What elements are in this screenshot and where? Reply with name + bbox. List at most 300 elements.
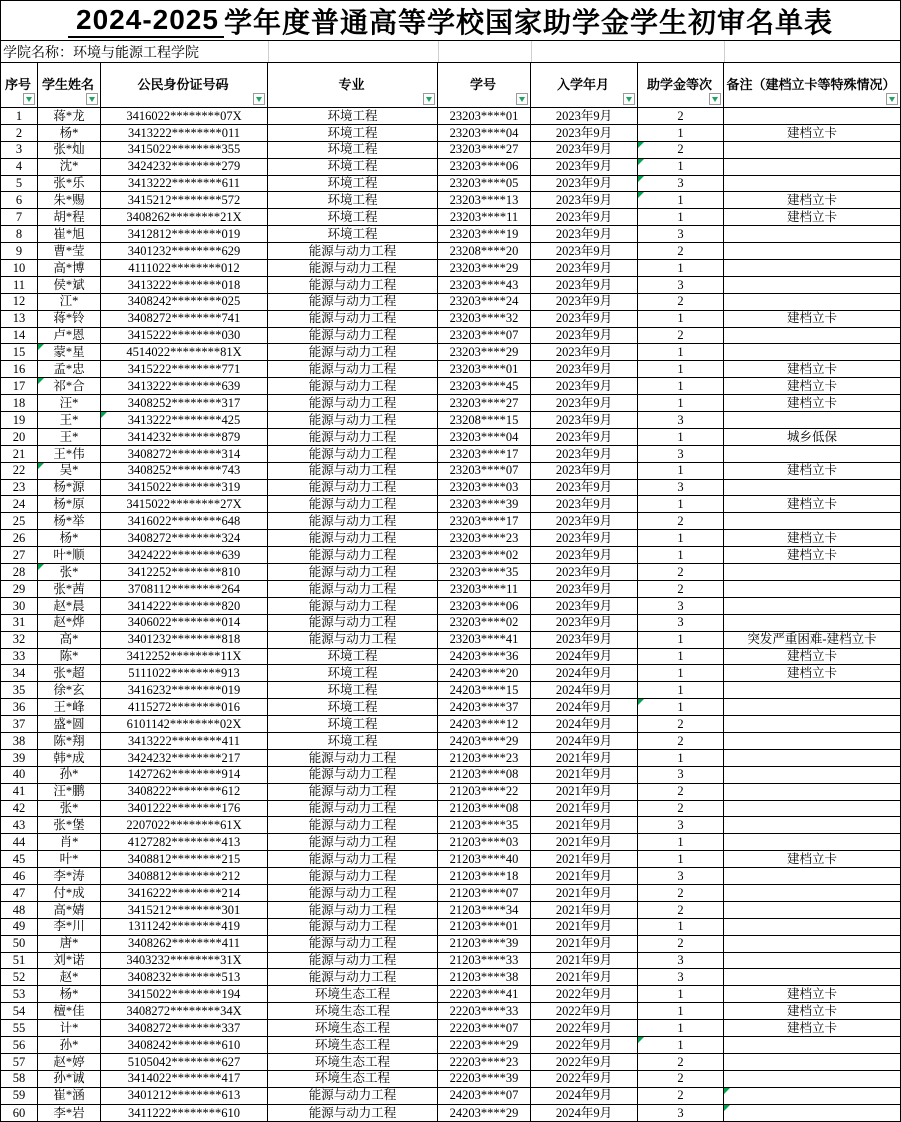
cell-id_number[interactable]: 3413222********011: [101, 125, 268, 142]
cell-grant_level[interactable]: 3: [638, 953, 724, 970]
cell-student_no[interactable]: 21203****23: [438, 750, 531, 767]
cell-no[interactable]: 38: [1, 733, 38, 750]
cell-id_number[interactable]: 3403232********31X: [101, 953, 268, 970]
cell-name[interactable]: 汪*鹏: [38, 784, 101, 801]
cell-remark[interactable]: [724, 159, 900, 176]
cell-name[interactable]: 高*婧: [38, 902, 101, 919]
cell-no[interactable]: 40: [1, 767, 38, 784]
cell-student_no[interactable]: 21203****40: [438, 851, 531, 868]
cell-major[interactable]: 能源与动力工程: [268, 902, 438, 919]
cell-no[interactable]: 39: [1, 750, 38, 767]
cell-grant_level[interactable]: 1: [638, 649, 724, 666]
cell-id_number[interactable]: 3408252********743: [101, 463, 268, 480]
cell-student_no[interactable]: 23208****15: [438, 412, 531, 429]
cell-enroll_date[interactable]: 2023年9月: [531, 530, 638, 547]
cell-grant_level[interactable]: 2: [638, 294, 724, 311]
cell-no[interactable]: 24: [1, 496, 38, 513]
cell-grant_level[interactable]: 2: [638, 513, 724, 530]
cell-major[interactable]: 能源与动力工程: [268, 851, 438, 868]
autofilter-button[interactable]: [23, 93, 35, 105]
cell-remark[interactable]: [724, 716, 900, 733]
cell-no[interactable]: 37: [1, 716, 38, 733]
cell-grant_level[interactable]: 2: [638, 885, 724, 902]
cell-major[interactable]: 能源与动力工程: [268, 294, 438, 311]
cell-student_no[interactable]: 21203****18: [438, 868, 531, 885]
cell-remark[interactable]: 突发严重困难-建档立卡: [724, 632, 900, 649]
cell-grant_level[interactable]: 2: [638, 243, 724, 260]
cell-student_no[interactable]: 23203****27: [438, 142, 531, 159]
cell-name[interactable]: 杨*: [38, 530, 101, 547]
cell-grant_level[interactable]: 3: [638, 817, 724, 834]
cell-grant_level[interactable]: 1: [638, 632, 724, 649]
cell-name[interactable]: 赵*烨: [38, 615, 101, 632]
cell-name[interactable]: 肖*: [38, 834, 101, 851]
cell-remark[interactable]: [724, 1037, 900, 1054]
autofilter-button[interactable]: [623, 93, 635, 105]
cell-enroll_date[interactable]: 2023年9月: [531, 446, 638, 463]
cell-grant_level[interactable]: 3: [638, 615, 724, 632]
cell-grant_level[interactable]: 1: [638, 547, 724, 564]
cell-remark[interactable]: [724, 243, 900, 260]
cell-id_number[interactable]: 3424232********217: [101, 750, 268, 767]
cell-id_number[interactable]: 3401232********629: [101, 243, 268, 260]
cell-enroll_date[interactable]: 2021年9月: [531, 969, 638, 986]
cell-no[interactable]: 22: [1, 463, 38, 480]
cell-id_number[interactable]: 3401222********176: [101, 801, 268, 818]
cell-name[interactable]: 付*成: [38, 885, 101, 902]
cell-name[interactable]: 崔*涵: [38, 1088, 101, 1105]
cell-grant_level[interactable]: 2: [638, 328, 724, 345]
cell-major[interactable]: 能源与动力工程: [268, 328, 438, 345]
cell-student_no[interactable]: 21203****33: [438, 953, 531, 970]
cell-remark[interactable]: [724, 480, 900, 497]
cell-student_no[interactable]: 23203****32: [438, 311, 531, 328]
cell-name[interactable]: 盛*圆: [38, 716, 101, 733]
cell-remark[interactable]: [724, 801, 900, 818]
cell-student_no[interactable]: 21203****08: [438, 801, 531, 818]
cell-remark[interactable]: 城乡低保: [724, 429, 900, 446]
cell-name[interactable]: 高*: [38, 632, 101, 649]
cell-grant_level[interactable]: 1: [638, 665, 724, 682]
cell-grant_level[interactable]: 1: [638, 682, 724, 699]
cell-student_no[interactable]: 24203****36: [438, 649, 531, 666]
cell-id_number[interactable]: 3408242********025: [101, 294, 268, 311]
cell-remark[interactable]: [724, 564, 900, 581]
cell-grant_level[interactable]: 2: [638, 1088, 724, 1105]
cell-student_no[interactable]: 23203****05: [438, 176, 531, 193]
cell-name[interactable]: 杨*源: [38, 480, 101, 497]
cell-enroll_date[interactable]: 2023年9月: [531, 463, 638, 480]
cell-no[interactable]: 19: [1, 412, 38, 429]
cell-grant_level[interactable]: 2: [638, 564, 724, 581]
cell-id_number[interactable]: 3424222********639: [101, 547, 268, 564]
cell-no[interactable]: 29: [1, 581, 38, 598]
cell-enroll_date[interactable]: 2023年9月: [531, 260, 638, 277]
cell-enroll_date[interactable]: 2023年9月: [531, 142, 638, 159]
cell-name[interactable]: 张*超: [38, 665, 101, 682]
cell-student_no[interactable]: 21203****34: [438, 902, 531, 919]
cell-remark[interactable]: 建档立卡: [724, 1003, 900, 1020]
cell-remark[interactable]: [724, 446, 900, 463]
cell-student_no[interactable]: 21203****38: [438, 969, 531, 986]
cell-grant_level[interactable]: 2: [638, 936, 724, 953]
cell-remark[interactable]: [724, 581, 900, 598]
cell-no[interactable]: 6: [1, 192, 38, 209]
cell-major[interactable]: 能源与动力工程: [268, 547, 438, 564]
cell-enroll_date[interactable]: 2021年9月: [531, 817, 638, 834]
cell-name[interactable]: 李*岩: [38, 1105, 101, 1122]
cell-student_no[interactable]: 21203****07: [438, 885, 531, 902]
cell-major[interactable]: 能源与动力工程: [268, 463, 438, 480]
cell-name[interactable]: 胡*程: [38, 209, 101, 226]
cell-name[interactable]: 杨*: [38, 986, 101, 1003]
cell-name[interactable]: 孟*忠: [38, 361, 101, 378]
cell-major[interactable]: 能源与动力工程: [268, 496, 438, 513]
cell-grant_level[interactable]: 1: [638, 496, 724, 513]
cell-grant_level[interactable]: 1: [638, 395, 724, 412]
cell-no[interactable]: 55: [1, 1020, 38, 1037]
cell-no[interactable]: 20: [1, 429, 38, 446]
cell-no[interactable]: 7: [1, 209, 38, 226]
cell-major[interactable]: 能源与动力工程: [268, 446, 438, 463]
cell-name[interactable]: 张*灿: [38, 142, 101, 159]
cell-enroll_date[interactable]: 2024年9月: [531, 1105, 638, 1122]
cell-major[interactable]: 能源与动力工程: [268, 750, 438, 767]
cell-no[interactable]: 41: [1, 784, 38, 801]
cell-enroll_date[interactable]: 2024年9月: [531, 699, 638, 716]
cell-id_number[interactable]: 3413222********411: [101, 733, 268, 750]
cell-remark[interactable]: [724, 598, 900, 615]
cell-grant_level[interactable]: 1: [638, 1037, 724, 1054]
cell-name[interactable]: 杨*举: [38, 513, 101, 530]
cell-student_no[interactable]: 23203****27: [438, 395, 531, 412]
cell-no[interactable]: 45: [1, 851, 38, 868]
cell-no[interactable]: 53: [1, 986, 38, 1003]
cell-major[interactable]: 环境工程: [268, 209, 438, 226]
cell-student_no[interactable]: 23203****07: [438, 463, 531, 480]
cell-remark[interactable]: 建档立卡: [724, 496, 900, 513]
cell-name[interactable]: 赵*晨: [38, 598, 101, 615]
cell-remark[interactable]: 建档立卡: [724, 378, 900, 395]
cell-id_number[interactable]: 3401212********613: [101, 1088, 268, 1105]
cell-id_number[interactable]: 6101142********02X: [101, 716, 268, 733]
cell-grant_level[interactable]: 1: [638, 311, 724, 328]
cell-id_number[interactable]: 4514022********81X: [101, 344, 268, 361]
cell-enroll_date[interactable]: 2023年9月: [531, 243, 638, 260]
cell-enroll_date[interactable]: 2023年9月: [531, 496, 638, 513]
cell-remark[interactable]: [724, 784, 900, 801]
cell-no[interactable]: 57: [1, 1054, 38, 1071]
cell-no[interactable]: 34: [1, 665, 38, 682]
cell-remark[interactable]: 建档立卡: [724, 665, 900, 682]
cell-major[interactable]: 能源与动力工程: [268, 801, 438, 818]
cell-id_number[interactable]: 3408272********34X: [101, 1003, 268, 1020]
cell-major[interactable]: 能源与动力工程: [268, 834, 438, 851]
cell-major[interactable]: 能源与动力工程: [268, 885, 438, 902]
cell-id_number[interactable]: 3408812********215: [101, 851, 268, 868]
cell-student_no[interactable]: 24203****07: [438, 1088, 531, 1105]
cell-grant_level[interactable]: 1: [638, 750, 724, 767]
cell-student_no[interactable]: 22203****29: [438, 1037, 531, 1054]
cell-grant_level[interactable]: 3: [638, 1105, 724, 1122]
cell-name[interactable]: 卢*恩: [38, 328, 101, 345]
cell-id_number[interactable]: 3408262********21X: [101, 209, 268, 226]
cell-enroll_date[interactable]: 2024年9月: [531, 665, 638, 682]
cell-enroll_date[interactable]: 2023年9月: [531, 209, 638, 226]
cell-enroll_date[interactable]: 2023年9月: [531, 564, 638, 581]
cell-name[interactable]: 李*川: [38, 919, 101, 936]
cell-grant_level[interactable]: 2: [638, 733, 724, 750]
cell-remark[interactable]: [724, 1105, 900, 1122]
cell-major[interactable]: 环境生态工程: [268, 1037, 438, 1054]
cell-enroll_date[interactable]: 2023年9月: [531, 108, 638, 125]
cell-major[interactable]: 能源与动力工程: [268, 243, 438, 260]
cell-grant_level[interactable]: 2: [638, 784, 724, 801]
cell-major[interactable]: 环境工程: [268, 699, 438, 716]
cell-id_number[interactable]: 3408272********741: [101, 311, 268, 328]
cell-enroll_date[interactable]: 2022年9月: [531, 1071, 638, 1088]
cell-remark[interactable]: [724, 277, 900, 294]
cell-grant_level[interactable]: 1: [638, 378, 724, 395]
cell-enroll_date[interactable]: 2023年9月: [531, 159, 638, 176]
autofilter-button[interactable]: [423, 93, 435, 105]
cell-name[interactable]: 孙*: [38, 767, 101, 784]
cell-id_number[interactable]: 3411222********610: [101, 1105, 268, 1122]
cell-grant_level[interactable]: 2: [638, 1071, 724, 1088]
cell-no[interactable]: 23: [1, 480, 38, 497]
cell-major[interactable]: 能源与动力工程: [268, 919, 438, 936]
cell-name[interactable]: 孙*: [38, 1037, 101, 1054]
cell-grant_level[interactable]: 1: [638, 851, 724, 868]
cell-major[interactable]: 能源与动力工程: [268, 480, 438, 497]
autofilter-button[interactable]: [253, 93, 265, 105]
cell-grant_level[interactable]: 3: [638, 446, 724, 463]
cell-student_no[interactable]: 23203****17: [438, 446, 531, 463]
cell-name[interactable]: 吴*: [38, 463, 101, 480]
cell-major[interactable]: 能源与动力工程: [268, 344, 438, 361]
cell-major[interactable]: 能源与动力工程: [268, 767, 438, 784]
cell-no[interactable]: 1: [1, 108, 38, 125]
cell-enroll_date[interactable]: 2021年9月: [531, 953, 638, 970]
cell-major[interactable]: 能源与动力工程: [268, 1088, 438, 1105]
cell-major[interactable]: 环境工程: [268, 125, 438, 142]
cell-id_number[interactable]: 3408242********610: [101, 1037, 268, 1054]
cell-remark[interactable]: 建档立卡: [724, 125, 900, 142]
cell-no[interactable]: 2: [1, 125, 38, 142]
cell-id_number[interactable]: 3412252********810: [101, 564, 268, 581]
cell-remark[interactable]: 建档立卡: [724, 192, 900, 209]
cell-student_no[interactable]: 23203****23: [438, 530, 531, 547]
autofilter-button[interactable]: [86, 93, 98, 105]
cell-student_no[interactable]: 22203****41: [438, 986, 531, 1003]
cell-major[interactable]: 能源与动力工程: [268, 632, 438, 649]
cell-student_no[interactable]: 21203****39: [438, 936, 531, 953]
cell-no[interactable]: 12: [1, 294, 38, 311]
cell-major[interactable]: 环境工程: [268, 649, 438, 666]
cell-major[interactable]: 环境工程: [268, 192, 438, 209]
cell-grant_level[interactable]: 1: [638, 834, 724, 851]
cell-name[interactable]: 侯*斌: [38, 277, 101, 294]
cell-major[interactable]: 能源与动力工程: [268, 277, 438, 294]
cell-id_number[interactable]: 3408252********317: [101, 395, 268, 412]
cell-enroll_date[interactable]: 2023年9月: [531, 429, 638, 446]
cell-remark[interactable]: 建档立卡: [724, 463, 900, 480]
cell-major[interactable]: 能源与动力工程: [268, 1105, 438, 1122]
cell-no[interactable]: 27: [1, 547, 38, 564]
cell-remark[interactable]: [724, 868, 900, 885]
cell-remark[interactable]: [724, 1088, 900, 1105]
cell-enroll_date[interactable]: 2021年9月: [531, 868, 638, 885]
autofilter-button[interactable]: [886, 93, 898, 105]
cell-enroll_date[interactable]: 2022年9月: [531, 986, 638, 1003]
cell-enroll_date[interactable]: 2021年9月: [531, 936, 638, 953]
cell-enroll_date[interactable]: 2023年9月: [531, 294, 638, 311]
cell-major[interactable]: 能源与动力工程: [268, 513, 438, 530]
cell-remark[interactable]: 建档立卡: [724, 851, 900, 868]
cell-no[interactable]: 47: [1, 885, 38, 902]
cell-enroll_date[interactable]: 2021年9月: [531, 885, 638, 902]
cell-remark[interactable]: [724, 108, 900, 125]
cell-name[interactable]: 叶*顺: [38, 547, 101, 564]
autofilter-button[interactable]: [709, 93, 721, 105]
cell-name[interactable]: 蒋*铃: [38, 311, 101, 328]
cell-id_number[interactable]: 3401232********818: [101, 632, 268, 649]
cell-grant_level[interactable]: 2: [638, 902, 724, 919]
cell-enroll_date[interactable]: 2021年9月: [531, 902, 638, 919]
cell-major[interactable]: 环境生态工程: [268, 1020, 438, 1037]
cell-major[interactable]: 环境工程: [268, 665, 438, 682]
cell-grant_level[interactable]: 1: [638, 344, 724, 361]
cell-enroll_date[interactable]: 2021年9月: [531, 851, 638, 868]
cell-enroll_date[interactable]: 2023年9月: [531, 311, 638, 328]
cell-remark[interactable]: 建档立卡: [724, 1020, 900, 1037]
cell-id_number[interactable]: 5105042********627: [101, 1054, 268, 1071]
cell-grant_level[interactable]: 2: [638, 801, 724, 818]
cell-id_number[interactable]: 3408272********324: [101, 530, 268, 547]
cell-student_no[interactable]: 24203****29: [438, 733, 531, 750]
cell-enroll_date[interactable]: 2021年9月: [531, 834, 638, 851]
cell-name[interactable]: 李*涛: [38, 868, 101, 885]
cell-name[interactable]: 陈*: [38, 649, 101, 666]
cell-remark[interactable]: [724, 902, 900, 919]
cell-no[interactable]: 4: [1, 159, 38, 176]
cell-no[interactable]: 30: [1, 598, 38, 615]
cell-name[interactable]: 汪*: [38, 395, 101, 412]
cell-student_no[interactable]: 23203****04: [438, 125, 531, 142]
cell-remark[interactable]: 建档立卡: [724, 311, 900, 328]
cell-remark[interactable]: [724, 750, 900, 767]
cell-student_no[interactable]: 23203****39: [438, 496, 531, 513]
cell-remark[interactable]: [724, 936, 900, 953]
cell-id_number[interactable]: 3414022********417: [101, 1071, 268, 1088]
cell-enroll_date[interactable]: 2023年9月: [531, 176, 638, 193]
cell-student_no[interactable]: 23203****06: [438, 159, 531, 176]
cell-grant_level[interactable]: 1: [638, 429, 724, 446]
cell-student_no[interactable]: 23208****20: [438, 243, 531, 260]
cell-grant_level[interactable]: 3: [638, 598, 724, 615]
cell-major[interactable]: 环境生态工程: [268, 1003, 438, 1020]
cell-student_no[interactable]: 21203****08: [438, 767, 531, 784]
cell-student_no[interactable]: 23203****29: [438, 344, 531, 361]
cell-grant_level[interactable]: 1: [638, 192, 724, 209]
cell-student_no[interactable]: 23203****02: [438, 615, 531, 632]
cell-student_no[interactable]: 23203****17: [438, 513, 531, 530]
cell-student_no[interactable]: 23203****13: [438, 192, 531, 209]
cell-name[interactable]: 杨*: [38, 125, 101, 142]
cell-student_no[interactable]: 23203****41: [438, 632, 531, 649]
cell-no[interactable]: 51: [1, 953, 38, 970]
cell-id_number[interactable]: 3416232********019: [101, 682, 268, 699]
cell-no[interactable]: 15: [1, 344, 38, 361]
cell-student_no[interactable]: 23203****11: [438, 581, 531, 598]
cell-remark[interactable]: [724, 513, 900, 530]
cell-major[interactable]: 环境工程: [268, 226, 438, 243]
cell-name[interactable]: 崔*旭: [38, 226, 101, 243]
cell-major[interactable]: 能源与动力工程: [268, 615, 438, 632]
cell-major[interactable]: 环境工程: [268, 176, 438, 193]
cell-grant_level[interactable]: 1: [638, 699, 724, 716]
cell-name[interactable]: 祁*合: [38, 378, 101, 395]
cell-grant_level[interactable]: 1: [638, 1003, 724, 1020]
cell-major[interactable]: 能源与动力工程: [268, 412, 438, 429]
cell-major[interactable]: 能源与动力工程: [268, 868, 438, 885]
cell-enroll_date[interactable]: 2021年9月: [531, 767, 638, 784]
cell-name[interactable]: 朱*赐: [38, 192, 101, 209]
cell-grant_level[interactable]: 3: [638, 868, 724, 885]
cell-remark[interactable]: [724, 767, 900, 784]
cell-name[interactable]: 赵*婷: [38, 1054, 101, 1071]
cell-enroll_date[interactable]: 2021年9月: [531, 750, 638, 767]
cell-no[interactable]: 36: [1, 699, 38, 716]
cell-student_no[interactable]: 23203****11: [438, 209, 531, 226]
cell-enroll_date[interactable]: 2023年9月: [531, 412, 638, 429]
cell-id_number[interactable]: 3708112********264: [101, 581, 268, 598]
cell-enroll_date[interactable]: 2023年9月: [531, 632, 638, 649]
cell-enroll_date[interactable]: 2023年9月: [531, 328, 638, 345]
cell-remark[interactable]: 建档立卡: [724, 547, 900, 564]
cell-grant_level[interactable]: 1: [638, 209, 724, 226]
cell-id_number[interactable]: 3408812********212: [101, 868, 268, 885]
cell-remark[interactable]: 建档立卡: [724, 395, 900, 412]
cell-remark[interactable]: [724, 344, 900, 361]
cell-id_number[interactable]: 5111022********913: [101, 665, 268, 682]
cell-major[interactable]: 能源与动力工程: [268, 395, 438, 412]
cell-id_number[interactable]: 3414222********820: [101, 598, 268, 615]
cell-major[interactable]: 环境工程: [268, 108, 438, 125]
cell-no[interactable]: 31: [1, 615, 38, 632]
cell-enroll_date[interactable]: 2024年9月: [531, 1088, 638, 1105]
cell-student_no[interactable]: 23203****43: [438, 277, 531, 294]
cell-student_no[interactable]: 24203****15: [438, 682, 531, 699]
cell-student_no[interactable]: 24203****37: [438, 699, 531, 716]
cell-student_no[interactable]: 23203****01: [438, 361, 531, 378]
cell-no[interactable]: 52: [1, 969, 38, 986]
cell-student_no[interactable]: 23203****24: [438, 294, 531, 311]
cell-id_number[interactable]: 3415212********301: [101, 902, 268, 919]
cell-major[interactable]: 环境工程: [268, 142, 438, 159]
cell-enroll_date[interactable]: 2023年9月: [531, 395, 638, 412]
cell-grant_level[interactable]: 3: [638, 480, 724, 497]
cell-grant_level[interactable]: 2: [638, 716, 724, 733]
cell-name[interactable]: 曹*莹: [38, 243, 101, 260]
cell-remark[interactable]: [724, 969, 900, 986]
cell-grant_level[interactable]: 2: [638, 142, 724, 159]
cell-student_no[interactable]: 23203****29: [438, 260, 531, 277]
cell-id_number[interactable]: 1427262********914: [101, 767, 268, 784]
cell-enroll_date[interactable]: 2022年9月: [531, 1003, 638, 1020]
cell-enroll_date[interactable]: 2023年9月: [531, 547, 638, 564]
cell-no[interactable]: 35: [1, 682, 38, 699]
